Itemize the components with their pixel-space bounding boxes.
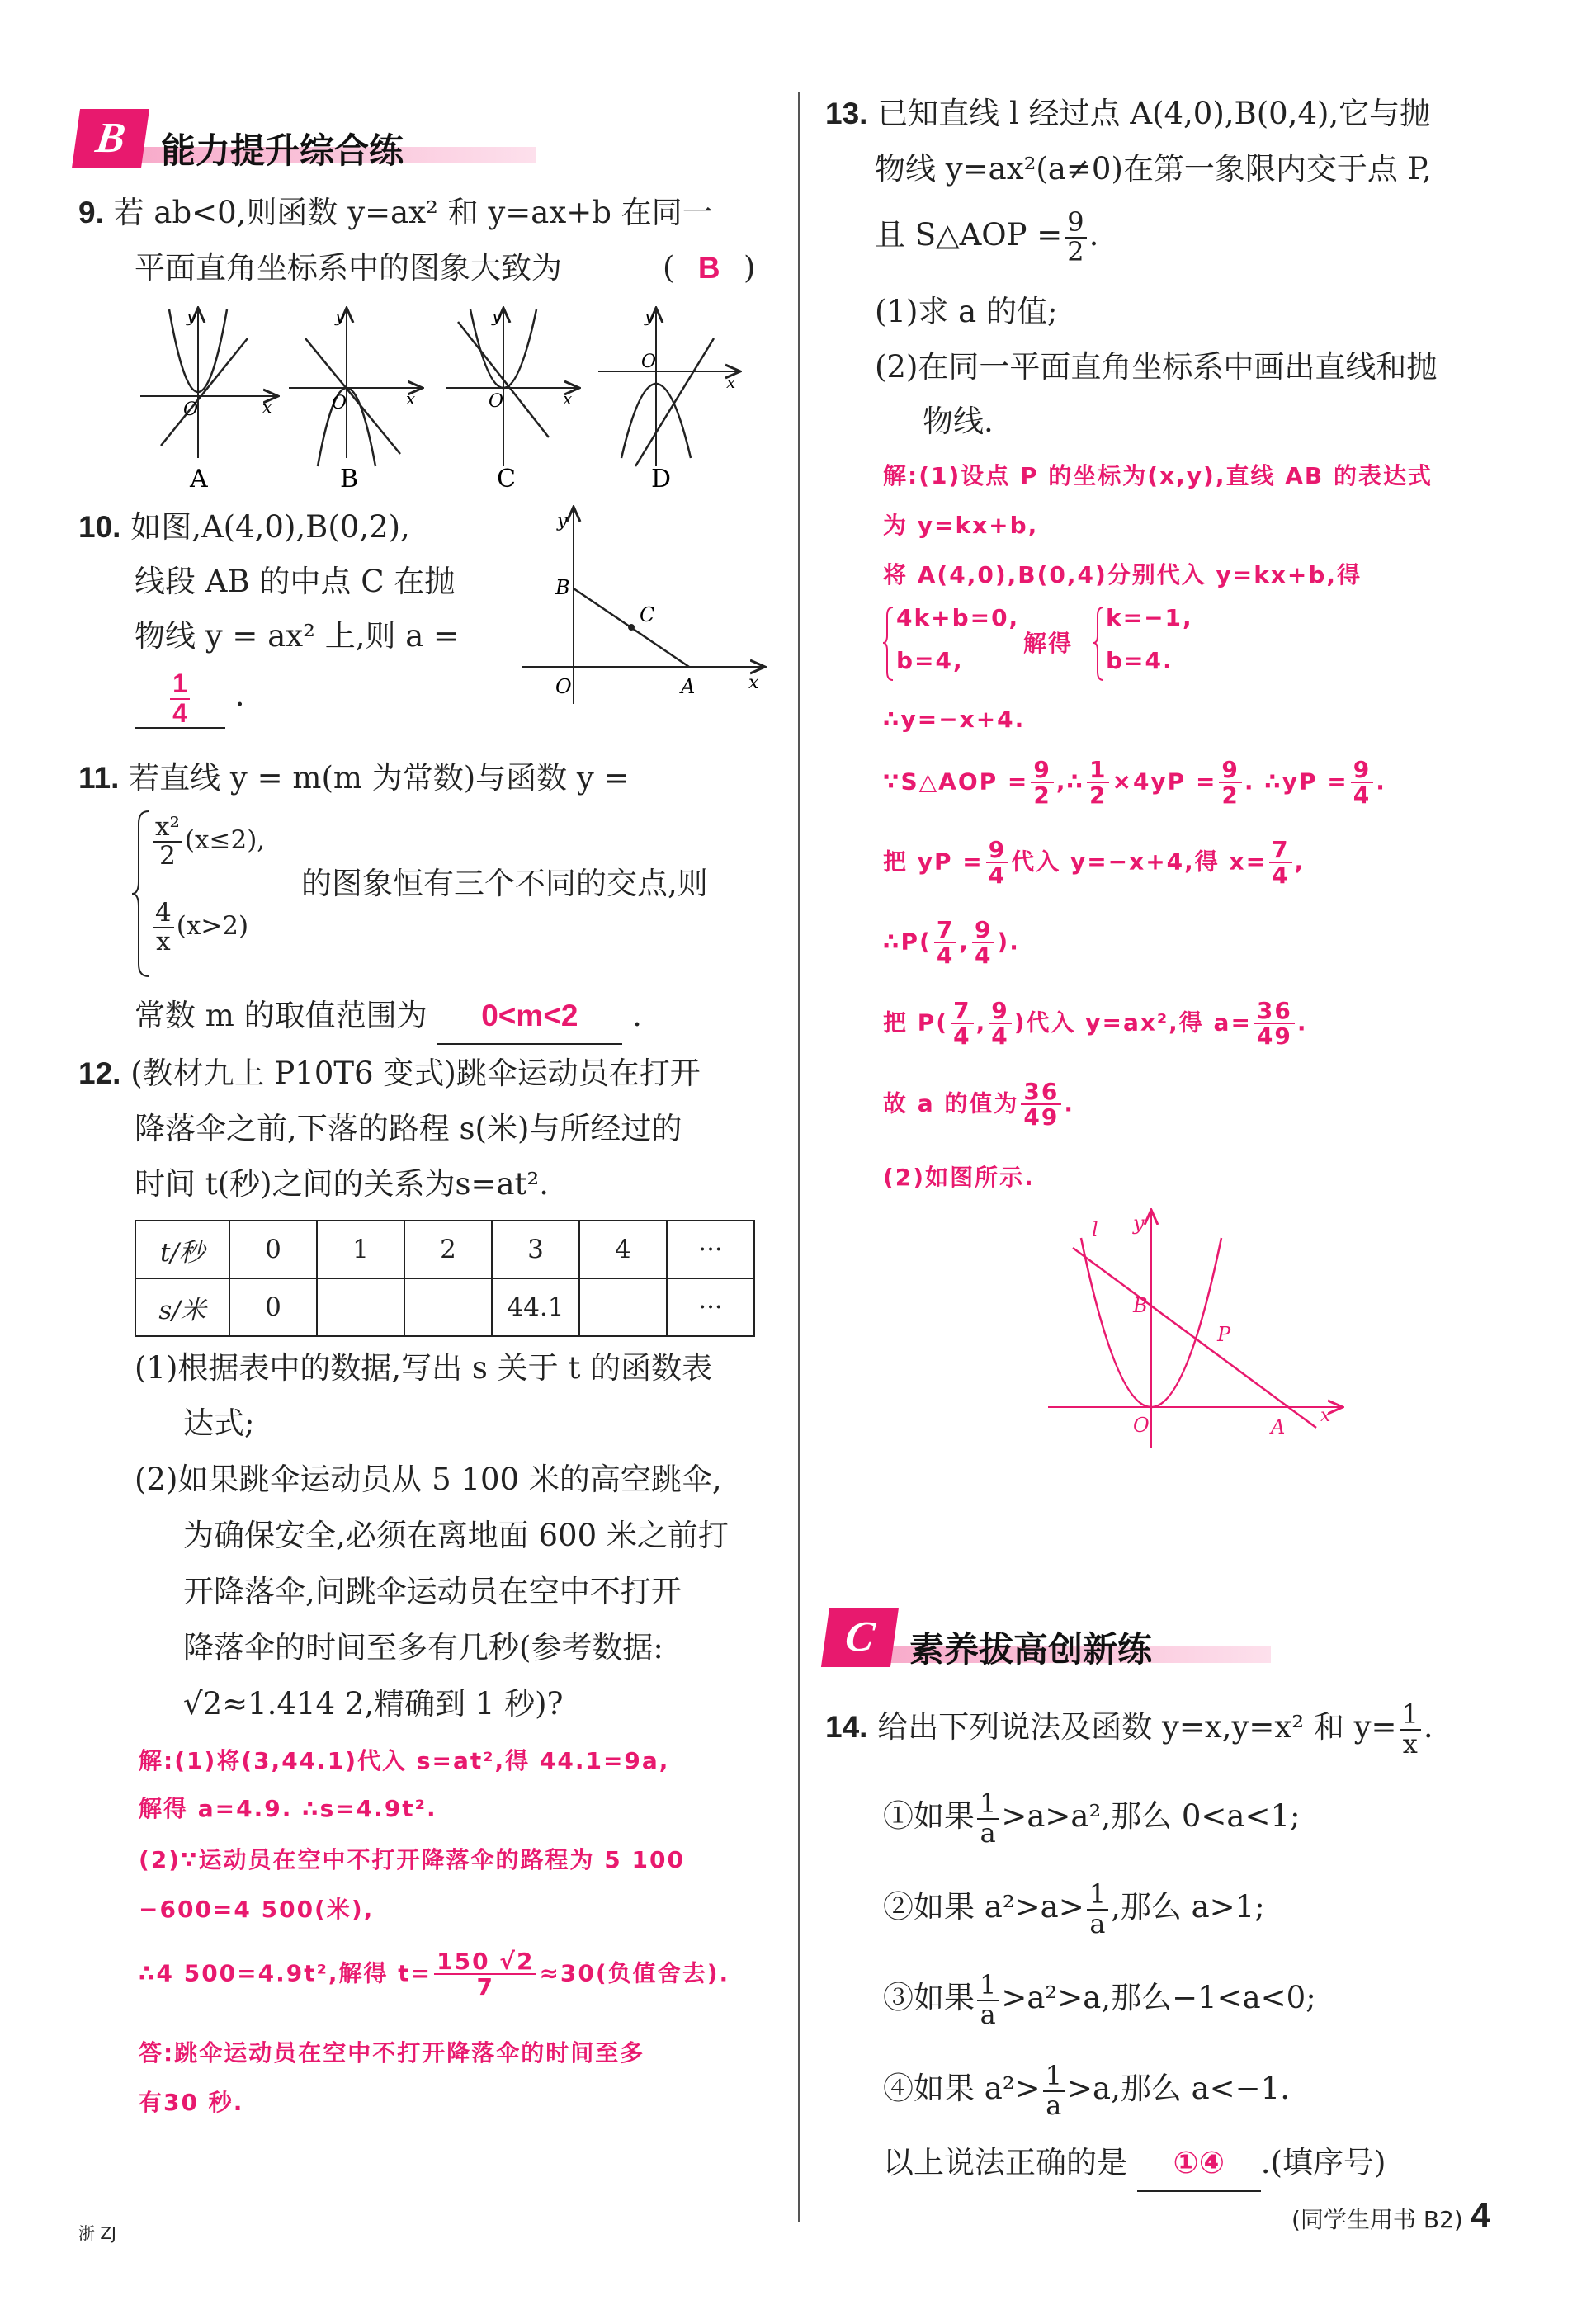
q13-fig-y: y [1133, 1212, 1145, 1235]
q13-s8-c: ). [997, 928, 1020, 956]
q12-p1a: (1)根据表中的数据,写出 s 关于 t 的函数表 [135, 1350, 713, 1386]
q14-text-1a: 给出下列说法及函数 y=x,y=x² 和 y= [877, 1709, 1397, 1745]
q9-d-x: x [726, 372, 736, 392]
q9-graph-a [140, 306, 276, 494]
q13-s6-c: ×4yP = [1112, 768, 1217, 796]
q10-fig-b: B [555, 576, 570, 599]
q11-piece1-num: x² [153, 814, 182, 843]
q12-s0: 0 [229, 1278, 317, 1336]
q13-s9-d3: 49 [1256, 1023, 1292, 1051]
q10-figure [516, 502, 772, 708]
q10-answer-blank [135, 670, 225, 729]
q13-s4-brace1 [883, 604, 895, 683]
q13-s6-d4: 4 [1353, 782, 1372, 810]
q13-s11: (2)如图所示. [883, 1164, 1035, 1191]
q10-fig-o: O [555, 675, 572, 698]
q14-i3-a: ③如果 [883, 1980, 975, 2015]
q13-line3 [875, 205, 1099, 267]
q9-option-graphs [124, 293, 759, 499]
q11-line1 [78, 751, 630, 805]
q11-mid: 的图象恒有三个不同的交点,则 [301, 866, 708, 901]
q13-text-3a: 且 S△AOP = [875, 217, 1063, 253]
q14-i3-d: a [980, 1998, 996, 2030]
q9-b-y: y [335, 306, 345, 326]
q9-line1 [78, 186, 713, 240]
q9-d-o: O [641, 352, 657, 372]
q9-c-y: y [492, 306, 502, 326]
q9-answer-paren [663, 241, 755, 295]
q9-a-x: x [262, 397, 272, 417]
q9-line2 [135, 241, 762, 295]
q12-t3: 3 [492, 1221, 579, 1278]
q14-i1-n: 1 [977, 1790, 999, 1820]
q13-fig-l: l [1092, 1218, 1098, 1241]
q13-s8-a: ∴P( [883, 928, 932, 956]
q10-text-1: 如图,A(4,0),B(0,2), [130, 509, 410, 545]
q14-item4 [883, 2059, 1290, 2121]
q12-p1b: 达式; [183, 1405, 255, 1441]
q13-s9-e: . [1296, 1008, 1308, 1037]
q13-s4-brace2 [1093, 604, 1105, 683]
q9-graph-b [289, 306, 421, 494]
q9-graph-c [446, 306, 578, 494]
q10-end: . [234, 678, 245, 713]
q11-number: 11. [78, 761, 120, 795]
q12-s2 [404, 1278, 492, 1336]
q12-t1: 1 [317, 1221, 404, 1278]
q13-s9-d1: 4 [953, 1023, 971, 1051]
q9-answer: B [697, 251, 720, 285]
q12-sol5-a: ∴4 500=4.9t²,解得 t= [139, 1959, 432, 1987]
column-divider [798, 92, 800, 2222]
q11-piece1 [150, 814, 265, 869]
q13-fig-b: B [1133, 1294, 1148, 1317]
table-row [135, 1278, 754, 1336]
q14-i2-b: ,那么 a>1; [1111, 1889, 1265, 1925]
q13-s6-b: ,∴ [1055, 768, 1084, 796]
q9-a-o: O [183, 399, 199, 420]
q13-line3-num: 9 [1065, 209, 1086, 239]
q14-i3-n: 1 [977, 1972, 999, 2001]
q12-s4 [579, 1278, 667, 1336]
q13-s9-b: , [975, 1008, 987, 1037]
table-row [135, 1221, 754, 1278]
q12-s3: 44.1 [492, 1278, 579, 1336]
q14-i1-b: >a>a²,那么 0<a<1; [1001, 1798, 1301, 1834]
q13-s4-a: 4k+b=0, [896, 604, 1020, 631]
q11-piece2-num: 4 [153, 900, 174, 928]
page-number: 4 [1470, 2195, 1491, 2236]
q13-s9 [883, 999, 1308, 1049]
q13-s4-mid: 解得 [1023, 630, 1074, 657]
section-b-title: 能力提升综合练 [161, 130, 404, 171]
q13-fig-o: O [1133, 1414, 1150, 1437]
q13-s9-a: 把 P( [883, 1008, 949, 1037]
q12-sol3: (2)∵运动员在空中不打开降落伞的路程为 5 100 [139, 1846, 685, 1873]
q12-text-1: (教材九上 P10T6 变式)跳伞运动员在打开 [130, 1056, 701, 1091]
q10-fig-a: A [681, 675, 696, 698]
footer-left: 浙 ZJ [78, 2223, 116, 2243]
q13-s6-n2: 1 [1087, 758, 1109, 783]
q14-i4-d: a [1046, 2089, 1062, 2121]
q12-p2c: 开降落伞,问跳伞运动员在空中不打开 [183, 1574, 682, 1609]
q12-number: 12. [78, 1056, 121, 1090]
q14-item3 [883, 1968, 1316, 2030]
q14-i4-n: 1 [1043, 2062, 1065, 2092]
q12-sol5 [139, 1949, 730, 2000]
q13-s6-d1: 2 [1033, 782, 1051, 810]
q12-table [135, 1220, 755, 1337]
q13-p2a: (2)在同一平面直角坐标系中画出直线和抛 [875, 349, 1438, 385]
q14-i2-n: 1 [1087, 1881, 1108, 1911]
q9-number: 9. [78, 196, 104, 229]
q14-answer: ①④ [1137, 2136, 1261, 2192]
q12-s1 [317, 1278, 404, 1336]
q9-a-y: y [187, 306, 196, 326]
q13-fig-a: A [1271, 1415, 1286, 1438]
q13-s7-n1: 9 [986, 838, 1008, 863]
q12-sol5-den: 7 [476, 1973, 495, 2001]
q9-graph-d [598, 306, 739, 494]
q12-t-head: t/秒 [135, 1221, 229, 1278]
q13-fig-p: P [1217, 1323, 1231, 1346]
q11-text-1: 若直线 y = m(m 为常数)与函数 y = [129, 760, 630, 796]
q13-s2: 为 y=kx+b, [883, 512, 1039, 539]
q12-line3: 时间 t(秒)之间的关系为s=at². [135, 1166, 550, 1202]
q14-last-line [883, 2136, 1386, 2192]
q14-i4-b: >a,那么 a<−1. [1067, 2071, 1290, 2106]
q13-s6-a: ∵S△AOP = [883, 768, 1029, 796]
q14-i1-a: ①如果 [883, 1798, 975, 1834]
q9-paren-left: ( [663, 250, 675, 286]
q13-text-3b: . [1088, 217, 1099, 253]
q9-b-x: x [406, 389, 416, 409]
q13-s7-a: 把 yP = [883, 848, 984, 876]
q13-s6-f: . [1376, 768, 1386, 796]
q11-answer: 0<m<2 [437, 989, 622, 1045]
q12-line2: 降落伞之前,下落的路程 s(米)与所经过的 [135, 1111, 682, 1146]
q12-p2e: √2≈1.414 2,精确到 1 秒)? [183, 1686, 564, 1722]
q11-piece1-den: 2 [159, 840, 176, 871]
q13-s6-n1: 9 [1031, 758, 1053, 783]
q11-piece2 [150, 900, 248, 955]
q13-s5: ∴y=−x+4. [883, 706, 1026, 733]
q13-s9-n1: 7 [951, 999, 973, 1024]
footer-right [1291, 2195, 1490, 2237]
q12-p2d: 降落伞的时间至多有几秒(参考数据: [183, 1630, 663, 1665]
q13-s10 [883, 1079, 1074, 1130]
section-c-letter: C [821, 1608, 899, 1667]
q13-s6-d2: 2 [1089, 782, 1107, 810]
q12-line1 [78, 1046, 701, 1101]
q11-text-3: 常数 m 的取值范围为 [135, 998, 427, 1033]
q12-sol6: 答:跳伞运动员在空中不打开降落伞的时间至多 [139, 2039, 645, 2067]
q9-d-y: y [645, 306, 654, 326]
q12-t2: 2 [404, 1221, 492, 1278]
q13-s6-n3: 9 [1219, 758, 1241, 783]
section-c-title: 素养拔高创新练 [909, 1629, 1153, 1670]
q12-sol4: −600=4 500(米), [139, 1896, 375, 1923]
q13-s4 [883, 604, 1279, 683]
q14-item2 [883, 1880, 1265, 1938]
q14-last-a: 以上说法正确的是 [883, 2145, 1127, 2180]
q13-s8 [883, 918, 1020, 968]
q13-s7-d2: 4 [1272, 862, 1290, 890]
q13-s4-d: b=4. [1106, 647, 1173, 674]
q14-last-b: .(填序号) [1260, 2145, 1386, 2180]
q9-label-a: A [190, 465, 208, 494]
q10-fig-x: x [748, 673, 759, 693]
q13-s8-b: , [959, 928, 970, 956]
footer-book-ref: (同学生用书 B2) [1291, 2206, 1463, 2233]
q9-b-o: O [332, 393, 347, 413]
q13-fig-x: x [1320, 1405, 1331, 1426]
q9-c-o: O [489, 391, 504, 412]
q12-sol7: 有30 秒. [139, 2089, 244, 2116]
q13-s10-b: . [1064, 1089, 1075, 1117]
q13-s8-n1: 7 [934, 918, 956, 943]
q11-piece2-cond: (x>2) [176, 911, 249, 942]
q13-s1: 解:(1)设点 P 的坐标为(x,y),直线 AB 的表达式 [883, 462, 1433, 489]
q9-paren-right: ) [743, 250, 756, 286]
q13-s10-d: 49 [1023, 1103, 1060, 1131]
q12-t-more: ··· [667, 1221, 754, 1278]
q9-text-1: 若 ab<0,则函数 y=ax² 和 y=ax+b 在同一 [113, 195, 713, 230]
q13-number: 13. [825, 97, 868, 130]
q13-p2b: 物线. [923, 404, 994, 439]
section-b-letter: B [72, 109, 149, 168]
q13-figure [1044, 1205, 1349, 1452]
q11-line3 [135, 989, 642, 1045]
q9-text-2: 平面直角坐标系中的图象大致为 [135, 250, 562, 286]
q11-piece1-cond: (x≤2), [184, 825, 266, 856]
q14-number: 14. [825, 1710, 868, 1744]
q13-s6-n4: 9 [1351, 758, 1373, 783]
q10-fig-c: C [640, 603, 655, 626]
q12-p2b: 为确保安全,必须在离地面 600 米之前打 [183, 1518, 729, 1553]
q14-line1-den: x [1402, 1727, 1418, 1760]
q12-p2a: (2)如果跳伞运动员从 5 100 米的高空跳伞, [135, 1462, 722, 1497]
q12-s-head: s/米 [135, 1278, 229, 1336]
q14-i1-d: a [980, 1816, 996, 1849]
q11-piecewise [132, 807, 792, 980]
q10-answer-den: 4 [172, 697, 187, 728]
q13-s7-c: , [1294, 848, 1306, 876]
q14-item1 [883, 1789, 1300, 1847]
q13-s10-a: 故 a 的值为 [883, 1089, 1019, 1117]
q13-s9-n2: 9 [989, 999, 1011, 1024]
q13-s9-c: )代入 y=ax²,得 a= [1013, 1008, 1252, 1037]
q13-s7-b: 代入 y=−x+4,得 x= [1011, 848, 1268, 876]
q10-number: 10. [78, 510, 121, 544]
q9-label-d: D [651, 465, 672, 494]
q10-line2: 线段 AB 的中点 C 在抛 [135, 564, 456, 599]
q10-line3: 物线 y = ax² 上,则 a = [135, 618, 460, 654]
q11-end: . [632, 998, 642, 1033]
q13-s8-d1: 4 [936, 942, 955, 970]
q13-s7 [883, 838, 1305, 888]
q12-sol2: 解得 a=4.9. ∴s=4.9t². [139, 1795, 437, 1822]
q13-s8-d2: 4 [974, 942, 993, 970]
q13-s9-n3: 36 [1254, 999, 1295, 1024]
q13-s9-d2: 4 [991, 1023, 1009, 1051]
q13-s4-c: k=−1, [1106, 604, 1193, 631]
q12-s-more: ··· [667, 1278, 754, 1336]
q10-answer-num: 1 [170, 670, 190, 700]
q14-line1-num: 1 [1400, 1701, 1421, 1731]
q9-c-x: x [563, 389, 573, 409]
q13-s6-e: . ∴yP = [1244, 768, 1348, 796]
q10-line1 [78, 500, 410, 555]
q11-brace [132, 807, 152, 980]
q14-i2-a: ②如果 a²>a> [883, 1889, 1084, 1925]
q12-t4: 4 [579, 1221, 667, 1278]
q11-piece2-den: x [156, 926, 171, 957]
q14-text-1b: . [1423, 1709, 1433, 1745]
q9-label-b: B [340, 465, 359, 494]
q13-p1: (1)求 a 的值; [875, 294, 1058, 329]
q14-i4-a: ④如果 a²> [883, 2071, 1041, 2106]
q10-answer-line [135, 668, 245, 729]
q14-i3-b: >a²>a,那么−1<a<0; [1001, 1980, 1316, 2015]
q13-s7-n2: 7 [1269, 838, 1291, 863]
q13-s3: 将 A(4,0),B(0,4)分别代入 y=kx+b,得 [883, 561, 1362, 588]
q13-line1 [825, 87, 1430, 141]
q13-s6-d3: 2 [1221, 782, 1239, 810]
q13-s8-n2: 9 [972, 918, 994, 943]
q12-sol1: 解:(1)将(3,44.1)代入 s=at²,得 44.1=9a, [139, 1747, 670, 1774]
q13-text-1: 已知直线 l 经过点 A(4,0),B(0,4),它与抛 [877, 96, 1431, 131]
q13-line2: 物线 y=ax²(a≠0)在第一象限内交于点 P, [875, 151, 1432, 187]
q14-line1 [825, 1700, 1433, 1758]
q10-fig-y: y [557, 511, 568, 531]
q13-line3-den: 2 [1067, 235, 1084, 267]
q13-s4-b: b=4, [896, 647, 964, 674]
q13-s6 [883, 758, 1386, 808]
q12-sol5-b: ≈30(负值舍去). [539, 1959, 730, 1987]
q12-t0: 0 [229, 1221, 317, 1278]
q13-s7-d1: 4 [988, 862, 1007, 890]
q12-sol5-num: 150 √2 [434, 1949, 536, 1975]
q13-s10-n: 36 [1021, 1079, 1061, 1105]
q9-label-c: C [497, 465, 516, 494]
q14-i2-d: a [1089, 1907, 1106, 1939]
